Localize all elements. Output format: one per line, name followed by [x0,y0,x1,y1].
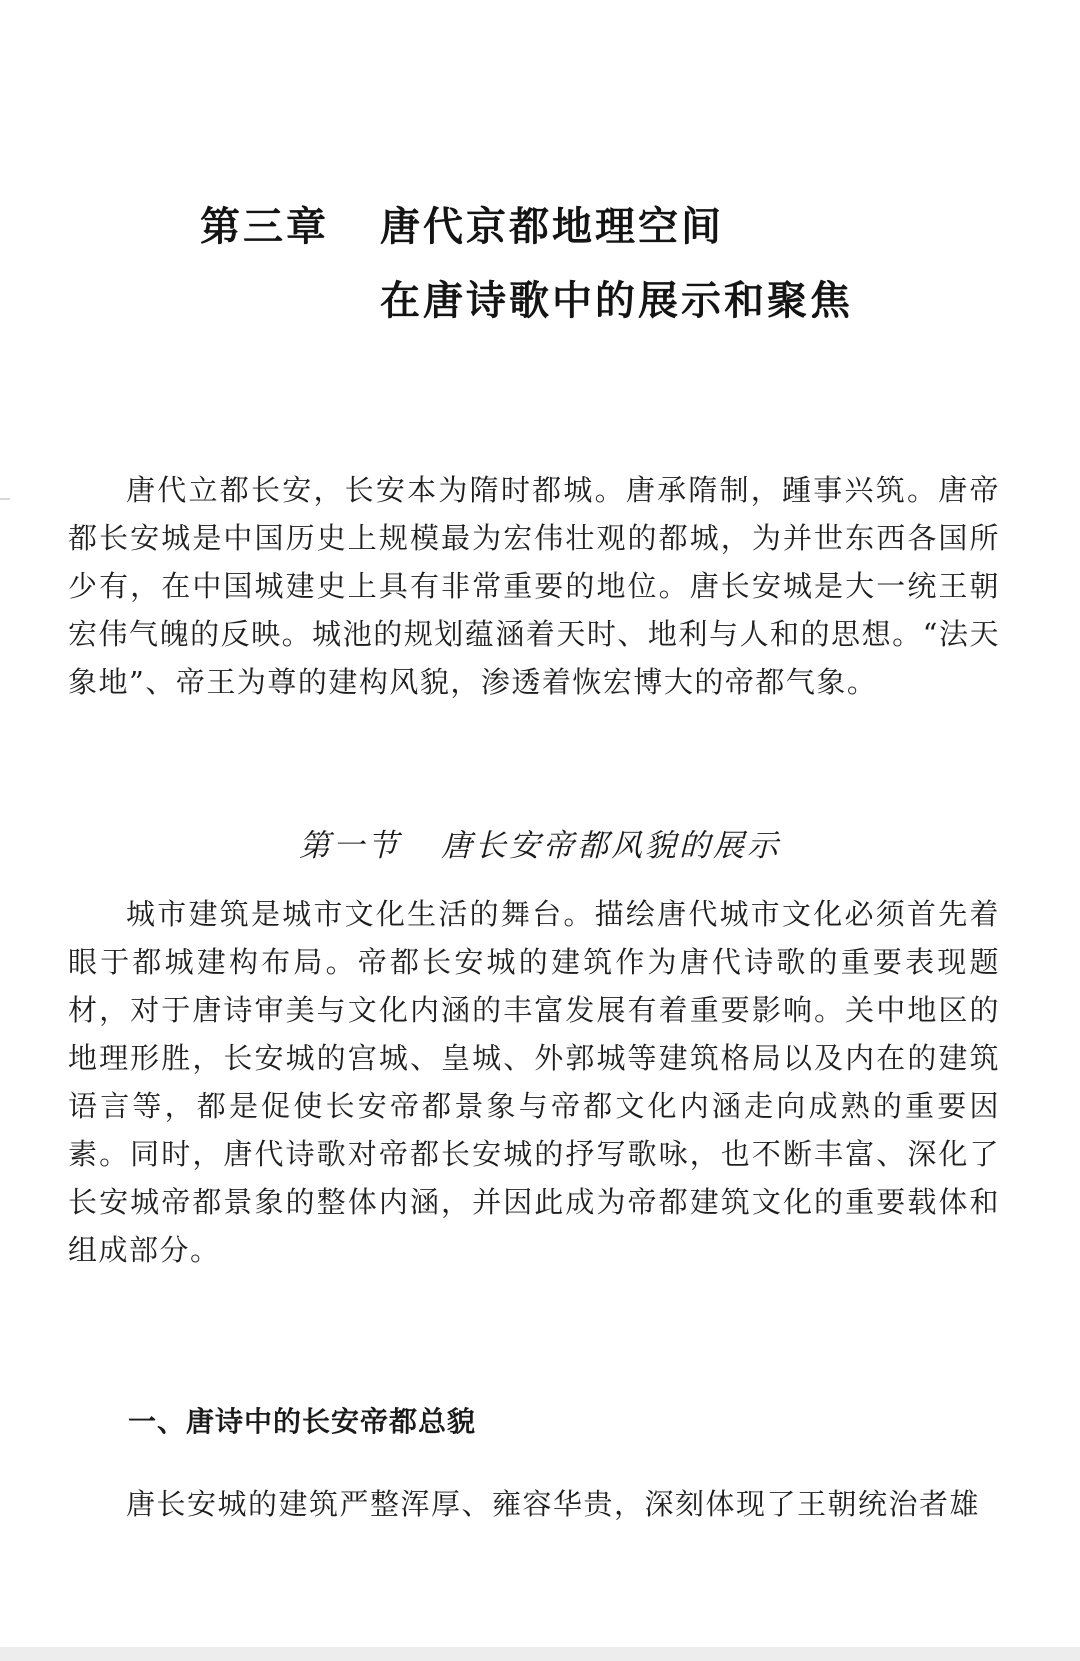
section-text-block [68,890,1000,1274]
intro-paragraph: 唐代立都长安，长安本为隋时都城。唐承隋制，踵事兴筑。唐帝都长安城是中国历史上规模最为宏伟壮观的都城，为并世东西各国所少有，在中国城建史上具有非常重要的地位。唐长安城是大一统王朝宏伟气魄的反映。城池的规划蕴涵着天时、地利与人和的思想。“法天象地”、帝王为尊的建构风貌，渗透着恢宏博大的帝都气象。 [68,473,1000,699]
bottom-scan-band [0,1647,1080,1661]
section-paragraph: 城市建筑是城市文化生活的舞台。描绘唐代城市文化必须首先着眼于都城建构布局。帝都长安城的建筑作为唐代诗歌的重要表现题材，对于唐诗审美与文化内涵的丰富发展有着重要影响。关中地区的地理形胜，长安城的宫城、皇城、外郭城等建筑格局以及内在的建筑语言等，都是促使长安帝都景象与帝都文化内涵走向成熟的重要因素。同时，唐代诗歌对帝都长安城的抒写歌咏，也不断丰富、深化了长安城帝都景象的整体内涵，并因此成为帝都建筑文化的重要载体和组成部分。 [68,897,1000,1267]
section-number: 第一节 [299,828,401,864]
chapter-title-line-2: 在唐诗歌中的展示和聚焦 [380,278,853,324]
section-title: 唐长安帝都风貌的展示 [441,828,781,864]
page-edge-mark [0,498,10,500]
chapter-heading-line-1 [200,190,853,264]
section-heading [0,820,1080,865]
intro-text-block [68,466,1000,706]
subsection-text-block [68,1480,1000,1528]
chapter-indent [200,264,380,338]
chapter-number: 第三章 [200,204,329,250]
chapter-heading [200,190,853,338]
subsection-heading: 一、唐诗中的长安帝都总貌 [128,1405,477,1438]
subsection-paragraph: 唐长安城的建筑严整浑厚、雍容华贵，深刻体现了王朝统治者雄 [126,1487,981,1521]
chapter-title-line-1: 唐代京都地理空间 [380,204,724,250]
chapter-heading-line-2 [200,264,853,338]
